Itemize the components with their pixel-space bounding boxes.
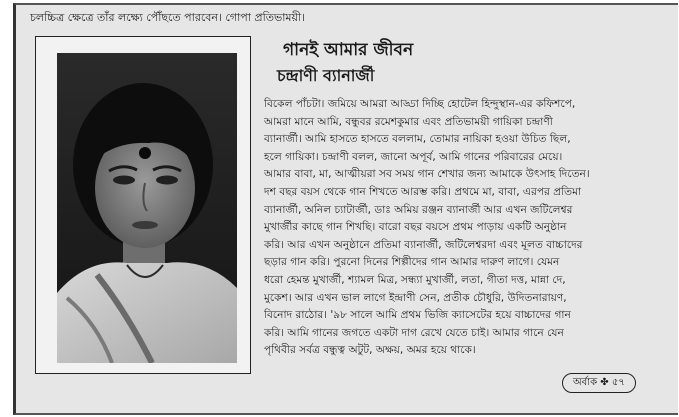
body-line: দশ বছর বয়স থেকে গান শিখতে আরম্ভ করি। প্রথমে মা, বাবা, এরপর প্রতিমা	[264, 185, 582, 198]
article-title: গানই আমার জীবন	[283, 40, 414, 60]
article-byline: চন্দ্রাণী ব্যানার্জী	[277, 66, 375, 85]
photo-frame	[35, 36, 251, 374]
page-footer-badge: অর্বাক ✤ ৫৭	[562, 373, 636, 393]
body-line: বিনোদ রাঠোর। '৯৮ সালে আমি প্রথম ভিজি ক্যাসেটের হয়ে বাচ্চাদের গান	[264, 309, 571, 322]
body-line: ব্যানার্জী। আমি হাসতে হাসতে বললাম, তোমার নায়িকা হওয়া উচিত ছিল,	[264, 133, 571, 146]
body-line: ছড়ার গান করি। পুরনো দিনের শিল্পীদের গান আমার দারুণ লাগে। যেমন	[264, 256, 560, 269]
body-line: করি। আমি গানের জগতে একটা দাগ রেখে যেতে চাই। আমার গানে যেন	[264, 326, 564, 339]
body-line: পৃথিবীর সর্বত্র বন্ধুত্ব অটুট, অক্ষয়, অমর হয়ে থাকে।	[264, 344, 476, 357]
body-line: হলে গায়িকা। চন্দ্রাণী বলল, জানো অপূর্ব, আমি গানের পরিবারের মেয়ে।	[264, 150, 563, 163]
body-line: আমার বাবা, মা, আত্মীয়রা সব সময় গান শেখার জন্য আমাকে উৎসাহ দিতেন।	[264, 168, 590, 181]
body-line: মুখার্জীর কাছে গান শিখছি। বারো বছর বয়সে প্রথম পাড়ায় একটি অনুষ্ঠান	[264, 221, 567, 234]
portrait-illustration	[57, 53, 237, 363]
body-line: আমরা মানে আমি, বন্ধুবর রমেশকুমার এবং প্রতিভাময়ী গায়িকা চন্দ্রাণী	[264, 115, 553, 128]
body-line: ধরো হেমন্ত মুখার্জী, শ্যামল মিত্র, সন্ধ্যা মুখার্জী, লতা, গীতা দত্ত, মান্না দে,	[264, 273, 566, 286]
body-line: করি। আর এখন অনুষ্ঠানে প্রতিমা ব্যানার্জী, জটিলেশ্বরদা এবং মূলত বাচ্চাদের	[264, 238, 583, 251]
previous-article-tail: চলচ্চিত্র ক্ষেত্রে তাঁর লক্ষ্যে পৌঁছতে পারবেন। গোপা প্রতিভাময়ী।	[30, 11, 306, 24]
portrait-photo	[57, 53, 237, 363]
body-line: মুকেশ। আর এখন ভাল লাগে ইন্দ্রাণী সেন, প্রতীক চৌধুরি, উদিতনারায়ণ,	[264, 291, 567, 304]
article-body	[264, 96, 666, 360]
body-line: বিকেল পাঁচটা। জমিয়ে আমরা আড্ডা দিচ্ছি হোটেল হিন্দুস্থান-এর কফিশপে,	[264, 98, 576, 110]
newspaper-clipping	[13, 3, 678, 415]
body-line: ব্যানার্জী, অনিল চ্যাটার্জী, ডাঃ অমিয় রঞ্জন ব্যানার্জী আর এখন জটিলেশ্বর	[264, 203, 573, 216]
